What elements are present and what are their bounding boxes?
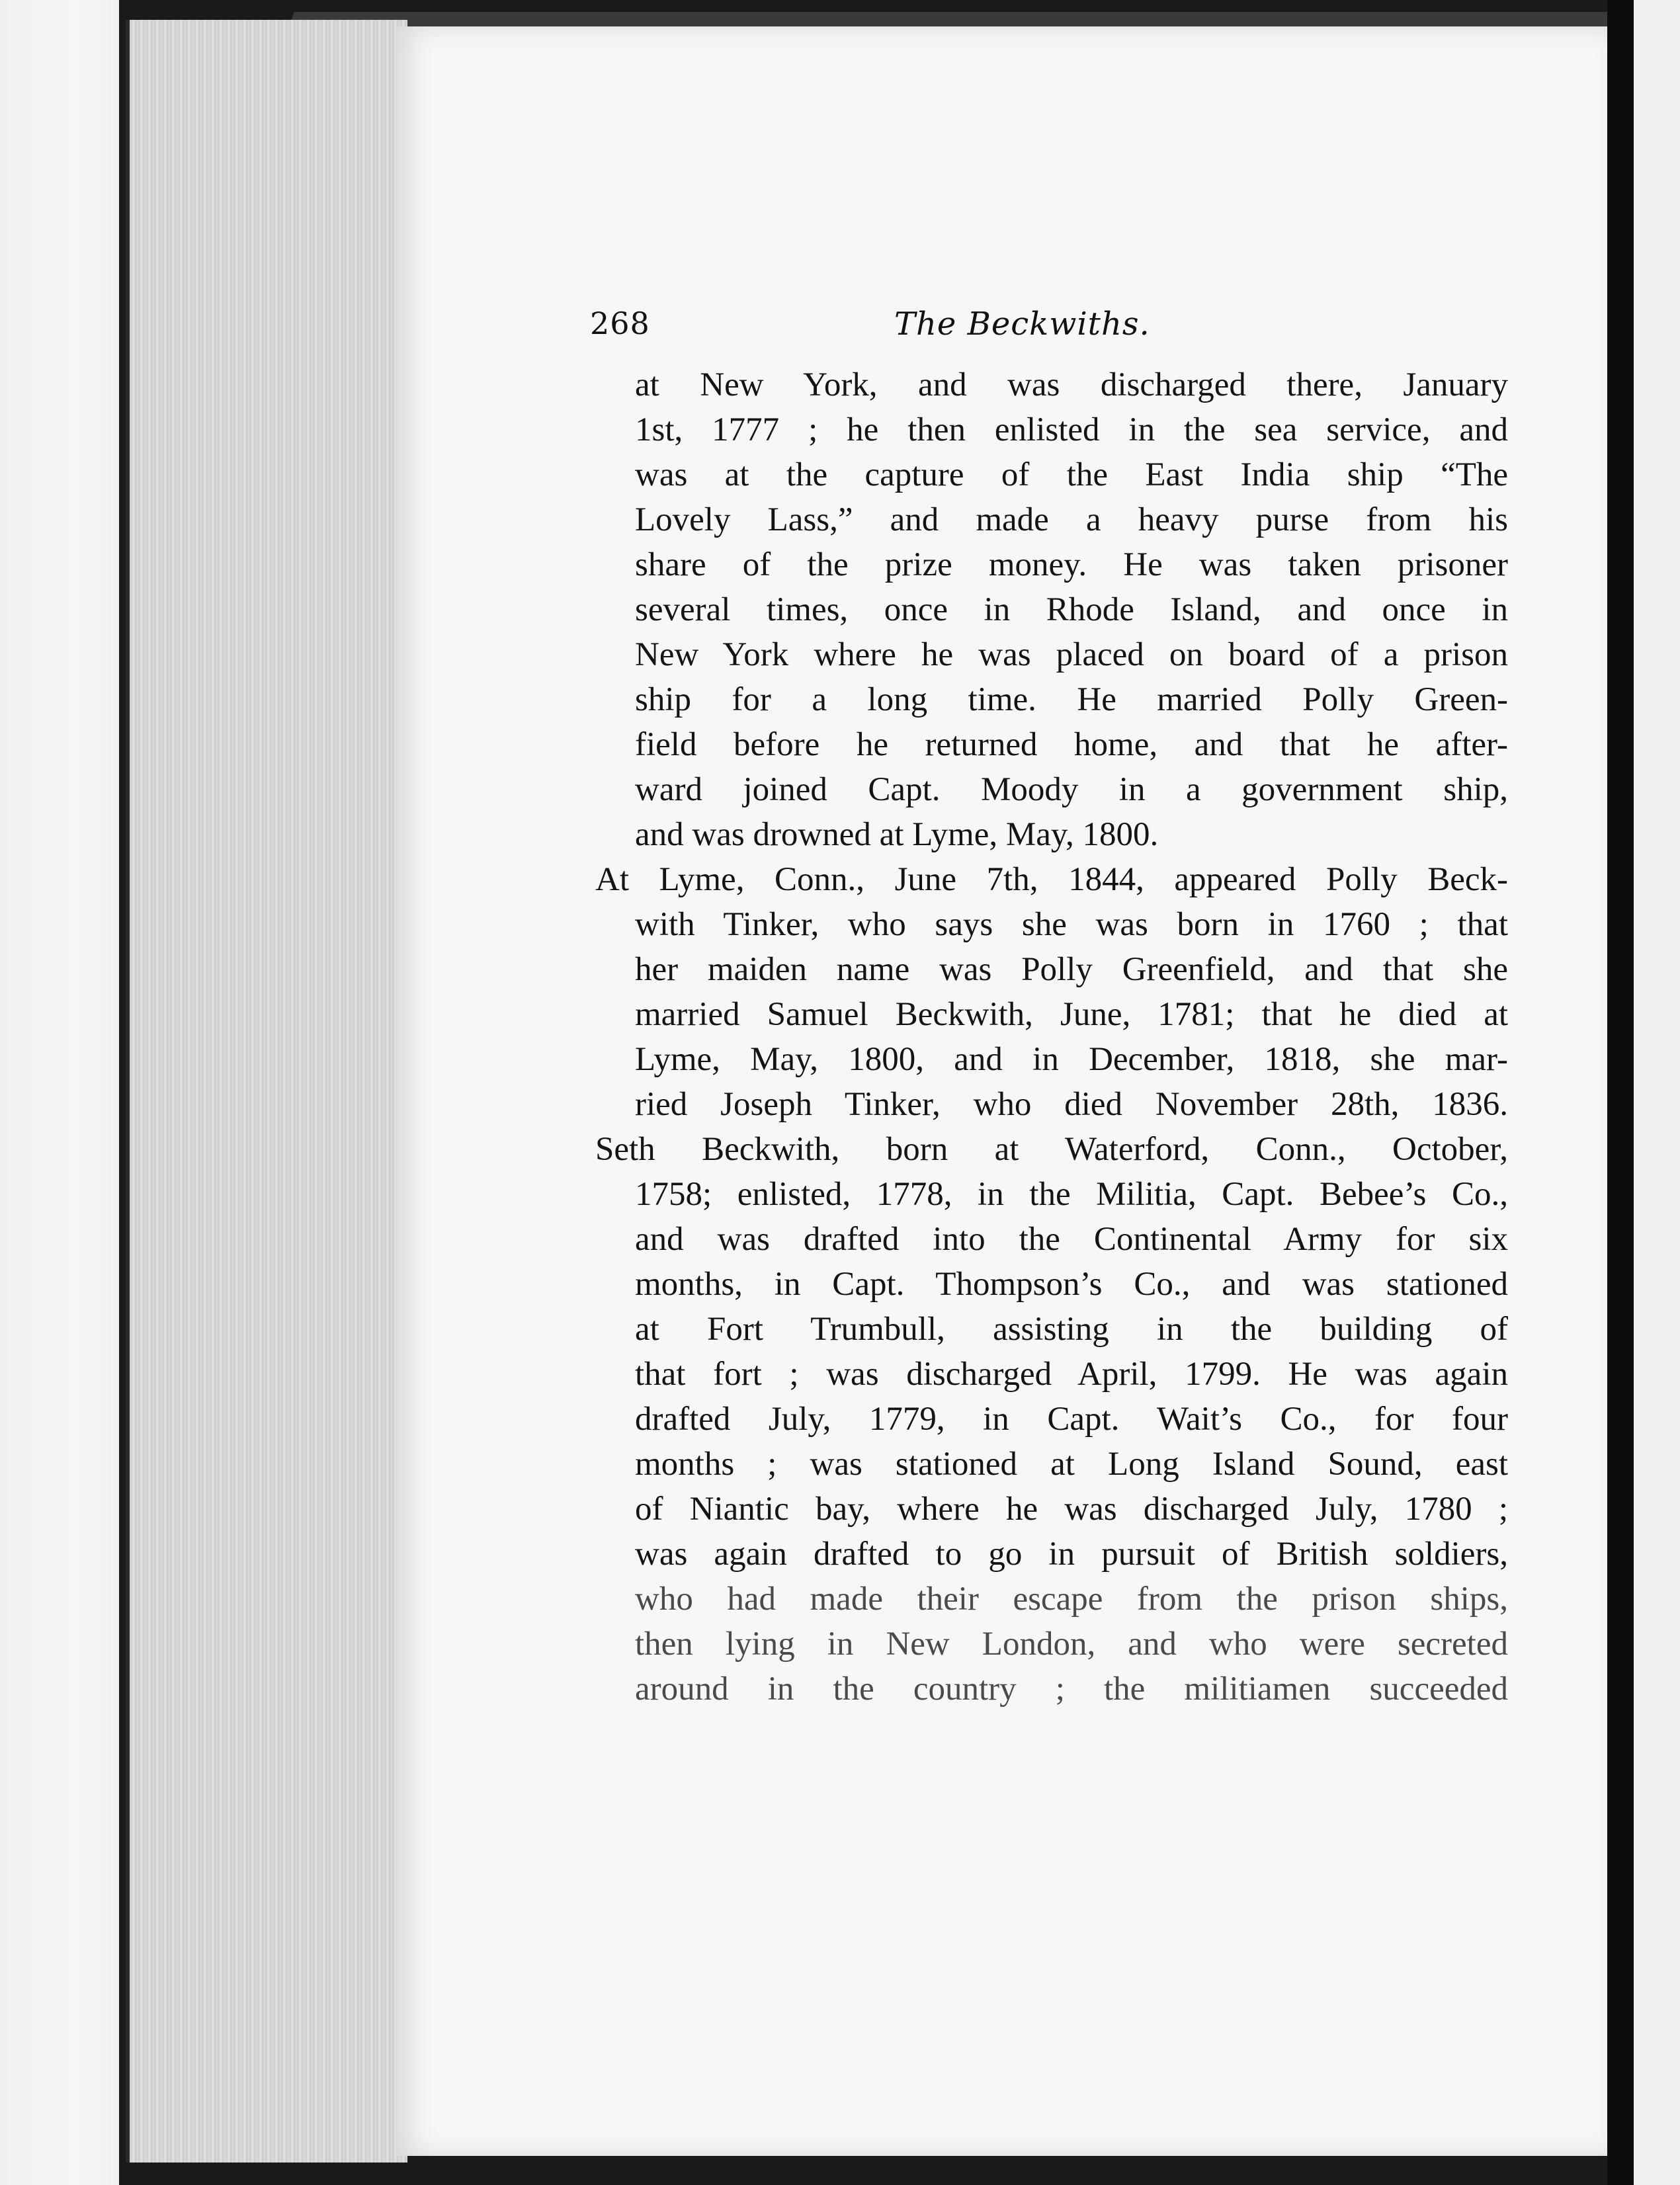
- page-header: [590, 306, 1185, 352]
- text-line: of Niantic bay, where he was discharged July, 1780 ;: [635, 1491, 1508, 1528]
- text-line: months, in Capt. Thompson’s Co., and was stationed: [635, 1266, 1508, 1303]
- body-text: [595, 362, 1508, 1711]
- page-number: 268: [590, 306, 650, 341]
- text-line: and was drafted into the Continental Army for six: [635, 1221, 1508, 1258]
- scanner-left-margin: [0, 0, 126, 2185]
- text-line: 1758; enlisted, 1778, in the Militia, Capt. Bebee’s Co.,: [635, 1176, 1508, 1213]
- text-line: who had made their escape from the prison ships,: [635, 1581, 1508, 1618]
- paragraph-seth-beckwith: [595, 1127, 1508, 1711]
- text-line: several times, once in Rhode Island, and once in: [635, 591, 1508, 628]
- text-line: New York where he was placed on board of a prison: [635, 636, 1508, 673]
- book-fore-edge: [126, 20, 407, 2163]
- text-line: field before he returned home, and that he after-: [635, 726, 1508, 763]
- text-line: her maiden name was Polly Greenfield, and that she: [635, 951, 1508, 988]
- text-line: at Fort Trumbull, assisting in the building of: [635, 1311, 1508, 1348]
- text-line: ship for a long time. He married Polly Green-: [635, 681, 1508, 718]
- text-line: around in the country ; the militiamen succeeded: [635, 1670, 1508, 1708]
- text-line: with Tinker, who says she was born in 1760 ; that: [635, 906, 1508, 943]
- running-title: The Beckwiths.: [894, 306, 1150, 343]
- text-line: At Lyme, Conn., June 7th, 1844, appeared Polly Beck-: [595, 861, 1508, 898]
- text-line: was at the capture of the East India ship “The: [635, 456, 1508, 493]
- text-line: Lovely Lass,” and made a heavy purse from his: [635, 501, 1508, 538]
- scanner-right-margin: [1634, 0, 1680, 2185]
- text-line: share of the prize money. He was taken prisoner: [635, 546, 1508, 583]
- text-line: that fort ; was discharged April, 1799. He was again: [635, 1356, 1508, 1393]
- paragraph-continuation: [595, 362, 1508, 857]
- text-line: married Samuel Beckwith, June, 1781; that he died at: [635, 996, 1508, 1033]
- text-line: Seth Beckwith, born at Waterford, Conn., October,: [595, 1131, 1508, 1168]
- text-line: then lying in New London, and who were secreted: [635, 1626, 1508, 1663]
- text-line: drafted July, 1779, in Capt. Wait’s Co., for four: [635, 1401, 1508, 1438]
- page-gutter-shadow: [1607, 0, 1634, 2185]
- text-line: Lyme, May, 1800, and in December, 1818, she mar-: [635, 1041, 1508, 1078]
- text-line: ried Joseph Tinker, who died November 28th, 1836.: [635, 1086, 1508, 1123]
- text-line: months ; was stationed at Long Island Sound, east: [635, 1446, 1508, 1483]
- text-line: ward joined Capt. Moody in a government ship,: [635, 771, 1508, 808]
- text-line: was again drafted to go in pursuit of British soldiers,: [635, 1536, 1508, 1573]
- paragraph-polly-tinker: [595, 857, 1508, 1127]
- text-line: 1st, 1777 ; he then enlisted in the sea service, and: [635, 411, 1508, 448]
- text-line: at New York, and was discharged there, January: [635, 366, 1508, 403]
- text-line: and was drowned at Lyme, May, 1800.: [635, 816, 1159, 853]
